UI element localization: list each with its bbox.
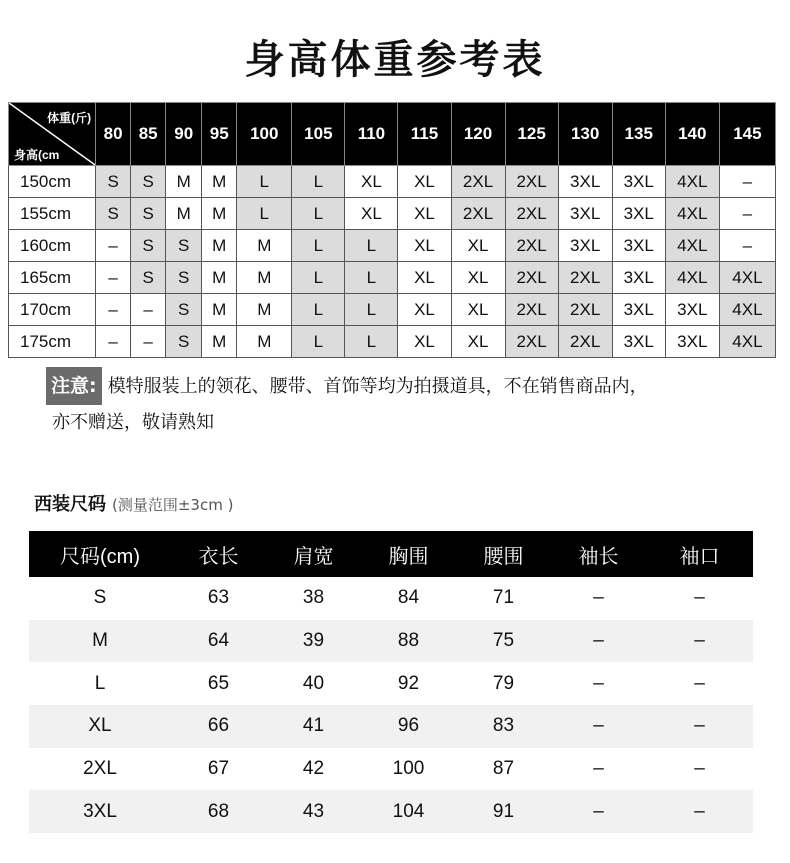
height-row-label: 155cm: [9, 198, 96, 230]
weight-column-header: 95: [202, 103, 237, 166]
suit-cell: 66: [171, 705, 266, 748]
table-row: [9, 262, 776, 294]
suit-column-header: 袖长: [551, 531, 646, 577]
size-cell: 3XL: [612, 166, 665, 198]
size-cell: XL: [398, 198, 451, 230]
size-cell: XL: [345, 166, 398, 198]
table-row: [9, 326, 776, 358]
table-row: [9, 230, 776, 262]
height-axis-label: 身高(cm: [14, 148, 60, 162]
size-cell: M: [166, 166, 202, 198]
table-row: [29, 662, 753, 705]
size-cell: –: [131, 294, 166, 326]
height-row-label: 175cm: [9, 326, 96, 358]
size-cell: 2XL: [505, 262, 558, 294]
suit-cell: XL: [29, 705, 171, 748]
suit-cell: 84: [397, 587, 420, 609]
size-cell: 3XL: [612, 294, 665, 326]
weight-column-header: 90: [166, 103, 202, 166]
suit-cell: 43: [266, 790, 361, 833]
suit-cell: –: [593, 758, 604, 780]
table-row: [9, 198, 776, 230]
size-cell: L: [345, 294, 398, 326]
weight-column-header: 105: [292, 103, 345, 166]
table-corner-header: [9, 103, 96, 166]
size-cell: L: [292, 230, 345, 262]
size-cell: XL: [398, 326, 451, 358]
size-cell: 4XL: [665, 198, 719, 230]
size-cell: S: [166, 294, 202, 326]
suit-column-header: 肩宽: [266, 531, 361, 577]
weight-column-header: 115: [398, 103, 451, 166]
suit-cell: 96: [361, 705, 456, 748]
size-cell: 4XL: [719, 294, 775, 326]
size-cell: L: [292, 294, 345, 326]
height-row-label: 150cm: [9, 166, 96, 198]
suit-cell: 71: [492, 587, 515, 609]
size-cell: 4XL: [719, 262, 775, 294]
size-cell: 3XL: [612, 198, 665, 230]
size-cell: 2XL: [558, 326, 612, 358]
size-cell: –: [96, 230, 131, 262]
suit-cell: S: [93, 587, 107, 609]
suit-cell: –: [646, 790, 753, 833]
suit-cell: 63: [207, 587, 230, 609]
table-row: [29, 790, 753, 833]
weight-column-header: 140: [665, 103, 719, 166]
suit-cell: 65: [207, 672, 230, 694]
size-cell: M: [202, 198, 237, 230]
suit-cell: 41: [266, 705, 361, 748]
suit-cell: 2XL: [83, 758, 117, 780]
suit-cell: –: [646, 620, 753, 663]
suit-column-header: 腰围: [456, 531, 551, 577]
weight-column-header: 125: [505, 103, 558, 166]
size-cell: –: [719, 198, 775, 230]
suit-size-title: 西装尺码: [34, 494, 106, 515]
size-cell: S: [166, 262, 202, 294]
notice-text-line2: 亦不赠送，敬请熟知: [52, 412, 214, 433]
suit-cell: M: [29, 620, 171, 663]
size-cell: 4XL: [665, 166, 719, 198]
size-cell: –: [96, 326, 131, 358]
notice-tag: 注意:: [46, 367, 102, 405]
weight-column-header: 110: [345, 103, 398, 166]
suit-size-table: [29, 531, 753, 833]
size-cell: XL: [451, 230, 505, 262]
notice: [46, 367, 746, 441]
size-cell: L: [292, 326, 345, 358]
size-cell: –: [719, 230, 775, 262]
suit-cell: –: [694, 758, 705, 780]
suit-cell: –: [694, 587, 705, 609]
size-cell: 2XL: [505, 294, 558, 326]
height-weight-table: [8, 102, 776, 358]
size-cell: S: [96, 198, 131, 230]
suit-cell: –: [551, 705, 646, 748]
suit-cell: 79: [492, 672, 515, 694]
size-cell: 3XL: [612, 326, 665, 358]
size-cell: M: [166, 198, 202, 230]
size-cell: M: [202, 294, 237, 326]
size-cell: –: [719, 166, 775, 198]
suit-cell: 39: [266, 620, 361, 663]
size-cell: 2XL: [505, 326, 558, 358]
size-cell: 2XL: [505, 198, 558, 230]
notice-text-line1: 模特服装上的领花、腰带、首饰等均为拍摄道具，不在销售商品内，: [107, 376, 648, 397]
suit-cell: 3XL: [29, 790, 171, 833]
table-row: [29, 577, 753, 620]
size-cell: S: [131, 198, 166, 230]
size-cell: 3XL: [612, 262, 665, 294]
size-cell: 2XL: [558, 294, 612, 326]
weight-column-header: 120: [451, 103, 505, 166]
size-cell: L: [292, 166, 345, 198]
suit-cell: 100: [392, 758, 425, 780]
size-cell: M: [202, 262, 237, 294]
suit-cell: 87: [492, 758, 515, 780]
suit-cell: –: [646, 705, 753, 748]
size-cell: L: [292, 262, 345, 294]
size-cell: 3XL: [612, 230, 665, 262]
size-cell: 2XL: [558, 262, 612, 294]
size-cell: XL: [398, 294, 451, 326]
suit-cell: L: [94, 672, 106, 694]
size-cell: L: [237, 166, 292, 198]
size-cell: M: [237, 262, 292, 294]
suit-cell: –: [593, 672, 604, 694]
size-cell: 2XL: [505, 166, 558, 198]
size-cell: L: [292, 198, 345, 230]
suit-cell: 91: [456, 790, 551, 833]
size-cell: S: [131, 230, 166, 262]
page-title: 身高体重参考表: [244, 37, 546, 83]
size-cell: 4XL: [665, 262, 719, 294]
size-cell: –: [131, 326, 166, 358]
size-cell: L: [237, 198, 292, 230]
suit-column-header: 胸围: [361, 531, 456, 577]
size-cell: 3XL: [558, 166, 612, 198]
size-cell: 3XL: [558, 198, 612, 230]
suit-column-header: 衣长: [171, 531, 266, 577]
height-row-label: 165cm: [9, 262, 96, 294]
size-cell: S: [96, 166, 131, 198]
weight-column-header: 100: [237, 103, 292, 166]
weight-column-header: 130: [558, 103, 612, 166]
suit-cell: –: [551, 790, 646, 833]
size-cell: –: [96, 294, 131, 326]
size-cell: L: [345, 326, 398, 358]
suit-size-heading: [34, 490, 233, 516]
weight-column-header: 145: [719, 103, 775, 166]
size-cell: 3XL: [558, 230, 612, 262]
size-cell: M: [202, 326, 237, 358]
size-cell: M: [237, 326, 292, 358]
size-cell: L: [345, 262, 398, 294]
suit-cell: –: [593, 587, 604, 609]
table-row: [9, 294, 776, 326]
size-cell: XL: [398, 262, 451, 294]
size-cell: S: [166, 230, 202, 262]
size-cell: S: [131, 262, 166, 294]
size-cell: M: [237, 294, 292, 326]
table-row: [9, 166, 776, 198]
size-cell: 2XL: [505, 230, 558, 262]
suit-cell: 68: [171, 790, 266, 833]
suit-cell: 88: [361, 620, 456, 663]
size-cell: 3XL: [665, 326, 719, 358]
height-row-label: 160cm: [9, 230, 96, 262]
size-cell: 4XL: [665, 230, 719, 262]
suit-cell: 75: [456, 620, 551, 663]
suit-column-header: 尺码(cm): [29, 531, 171, 577]
size-cell: XL: [451, 294, 505, 326]
weight-column-header: 80: [96, 103, 131, 166]
table-row: [29, 705, 753, 748]
weight-column-header: 135: [612, 103, 665, 166]
size-cell: 4XL: [719, 326, 775, 358]
measure-range-note: (测量范围±3cm ): [112, 496, 234, 514]
size-cell: XL: [451, 326, 505, 358]
height-row-label: 170cm: [9, 294, 96, 326]
suit-cell: 83: [456, 705, 551, 748]
size-cell: S: [131, 166, 166, 198]
suit-cell: –: [694, 672, 705, 694]
table-row: [29, 748, 753, 791]
size-cell: S: [166, 326, 202, 358]
size-cell: 2XL: [451, 198, 505, 230]
size-cell: XL: [345, 198, 398, 230]
size-cell: XL: [451, 262, 505, 294]
suit-cell: 40: [302, 672, 325, 694]
suit-column-header: 袖口: [646, 531, 753, 577]
size-cell: –: [96, 262, 131, 294]
suit-cell: 104: [361, 790, 456, 833]
size-cell: M: [202, 166, 237, 198]
suit-cell: 38: [302, 587, 325, 609]
suit-cell: 67: [207, 758, 230, 780]
suit-cell: –: [551, 620, 646, 663]
weight-axis-label: 体重(斤): [47, 111, 92, 125]
table-row: [29, 620, 753, 663]
size-cell: XL: [398, 166, 451, 198]
size-cell: 2XL: [451, 166, 505, 198]
suit-cell: 64: [171, 620, 266, 663]
size-cell: XL: [398, 230, 451, 262]
size-cell: L: [345, 230, 398, 262]
size-cell: M: [202, 230, 237, 262]
size-cell: 3XL: [665, 294, 719, 326]
weight-column-header: 85: [131, 103, 166, 166]
size-cell: M: [237, 230, 292, 262]
suit-cell: 42: [302, 758, 325, 780]
suit-cell: 92: [397, 672, 420, 694]
